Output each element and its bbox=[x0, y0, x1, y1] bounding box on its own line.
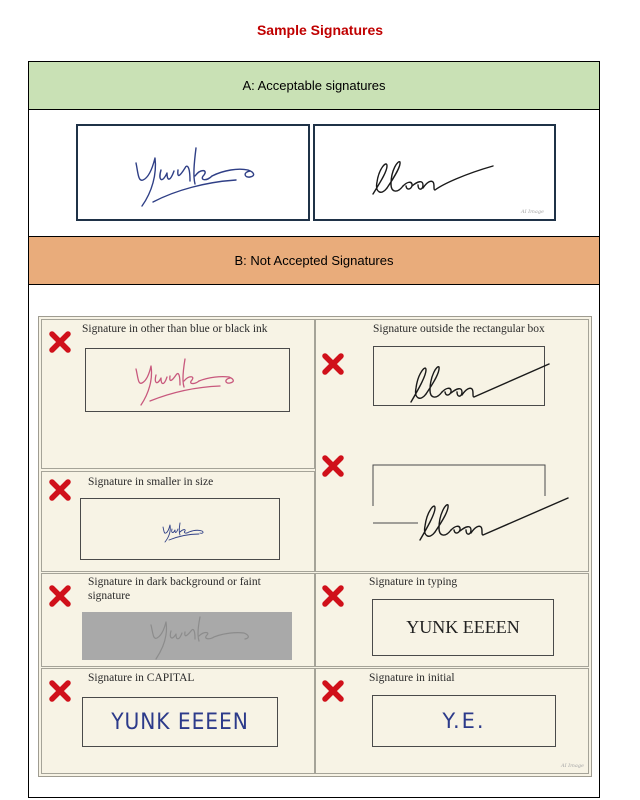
section-a-label: A: Acceptable signatures bbox=[242, 78, 386, 93]
acceptable-signature-1 bbox=[76, 124, 310, 221]
caption-capital: Signature in CAPITAL bbox=[88, 672, 195, 684]
ai-image-watermark: AI Image bbox=[560, 763, 584, 769]
signature-yunk-faint bbox=[83, 613, 293, 661]
signature-yunk-small bbox=[81, 499, 281, 561]
signature-box bbox=[80, 498, 280, 560]
signature-yunk-pink bbox=[86, 349, 291, 413]
acceptable-signature-2 bbox=[313, 124, 556, 221]
caption-typing: Signature in typing bbox=[369, 576, 458, 588]
signature-box bbox=[82, 697, 278, 747]
example-dark-background bbox=[41, 573, 315, 667]
caption-initial: Signature in initial bbox=[369, 672, 455, 684]
red-cross-icon bbox=[48, 478, 72, 502]
red-cross-icon bbox=[321, 584, 345, 608]
example-initial bbox=[315, 668, 589, 774]
typed-signature: YUNK EEEEN bbox=[406, 617, 520, 637]
example-smaller bbox=[41, 471, 315, 572]
ai-image-watermark: AI Image bbox=[520, 209, 544, 215]
caption-outside-box: Signature outside the rectangular box bbox=[373, 323, 545, 335]
caption-smaller: Signature in smaller in size bbox=[88, 476, 214, 488]
initial-signature: Y.E. bbox=[442, 709, 486, 733]
signature-box bbox=[372, 695, 556, 747]
example-typing bbox=[315, 573, 589, 667]
red-cross-icon bbox=[321, 679, 345, 703]
section-a-header bbox=[29, 62, 599, 110]
caption-other-ink: Signature in other than blue or black ink bbox=[82, 323, 268, 335]
example-capital bbox=[41, 668, 315, 774]
caption-dark-background: Signature in dark background or faint signature bbox=[88, 576, 261, 602]
section-b-label: B: Not Accepted Signatures bbox=[234, 253, 394, 268]
page-title: Sample Signatures bbox=[256, 22, 384, 38]
red-cross-icon bbox=[48, 584, 72, 608]
rejected-signatures-panel bbox=[38, 316, 592, 777]
red-cross-icon bbox=[48, 679, 72, 703]
signature-box-dark bbox=[82, 612, 292, 660]
example-other-ink bbox=[41, 319, 315, 469]
capital-signature: YUNK EEEEN bbox=[111, 709, 249, 735]
signature-box bbox=[85, 348, 290, 412]
broken-box-outline bbox=[316, 320, 590, 573]
red-cross-icon bbox=[48, 330, 72, 354]
signature-ellen-black bbox=[315, 126, 554, 219]
signature-box bbox=[372, 599, 554, 656]
example-outside-box bbox=[315, 319, 589, 572]
signature-yunk-blue bbox=[78, 126, 308, 219]
signature-table bbox=[28, 61, 600, 798]
section-b-header bbox=[29, 236, 599, 285]
